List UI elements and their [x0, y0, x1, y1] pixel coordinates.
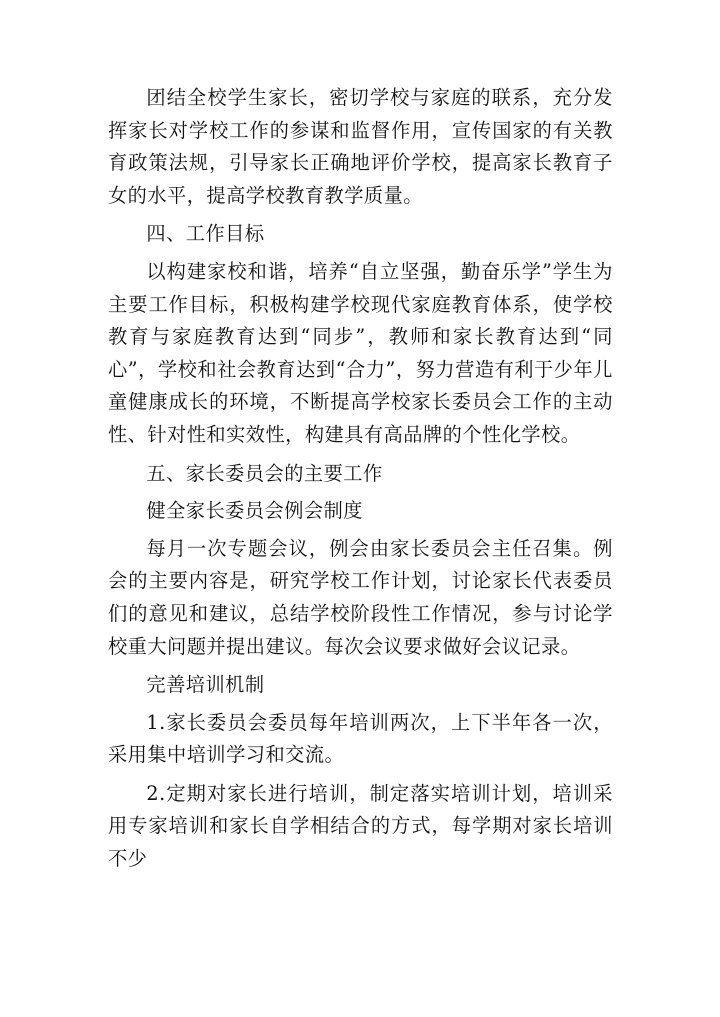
list-item: 2.定期对家长进行培训，制定落实培训计划，培训采用专家培训和家长自学相结合的方式，每学期对家长培训不少 — [108, 781, 613, 871]
document-body — [108, 82, 613, 882]
section-heading-work-goals: 四、工作目标 — [146, 222, 265, 246]
body-paragraph: 团结全校学生家长，密切学校与家庭的联系，充分发挥家长对学校工作的参谋和监督作用，宣传国家的有关教育政策法规，引导家长正确地评价学校，提高家长教育子女的水平，提高学校教育教学质量。 — [108, 86, 613, 207]
body-paragraph: 以构建家校和谐，培养“自立坚强，勤奋乐学”学生为主要工作目标，积极构建学校现代家庭教育体系，使学校教育与家庭教育达到“同步”，教师和家长教育达到“同心”，学校和社会教育达到“合力”，努力营造有利于少年儿童健康成长的环境，不断提高学校家长委员会工作的主动性、针对性和实效性，构建具有高品牌的个性化学校。 — [108, 259, 613, 446]
subheading-meeting-system: 健全家长委员会例会制度 — [146, 499, 363, 523]
body-paragraph: 每月一次专题会议，例会由家长委员会主任召集。例会的主要内容是，研究学校工作计划，讨论家长代表委员们的意见和建议，总结学校阶段性工作情况，参与讨论学校重大问题并提出建议。每次会议要求做好会议记录。 — [108, 536, 613, 658]
list-item: 1.家长委员会委员每年培训两次，上下半年各一次，采用集中培训学习和交流。 — [108, 710, 613, 767]
section-heading-main-work: 五、家长委员会的主要工作 — [146, 461, 383, 485]
subheading-training-mechanism: 完善培训机制 — [146, 673, 265, 697]
